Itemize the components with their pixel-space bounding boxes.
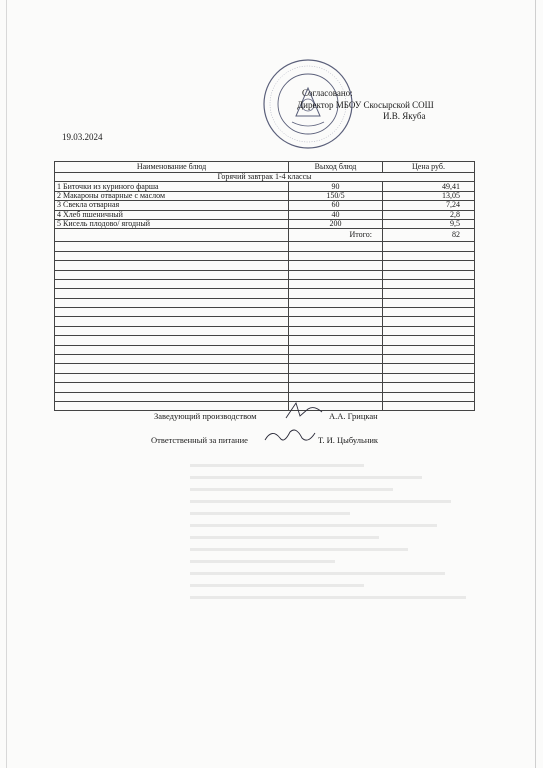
empty-row xyxy=(55,345,475,354)
food-manager-name: Т. И. Цыбульник xyxy=(318,435,379,445)
dish-name: 1 Биточки из куриного фарша xyxy=(55,182,289,191)
empty-row xyxy=(55,364,475,373)
dish-name: 4 Хлеб пшеничный xyxy=(55,210,289,219)
dish-yield: 90 xyxy=(289,182,383,191)
approval-title: Согласовано: xyxy=(302,88,353,98)
total-empty-cell xyxy=(55,229,289,242)
empty-row xyxy=(55,279,475,288)
empty-row xyxy=(55,289,475,298)
section-title: Горячий завтрак 1-4 классы xyxy=(55,173,475,182)
dish-price: 49,41 xyxy=(383,182,475,191)
dish-price: 7,24 xyxy=(383,201,475,210)
dish-name: 3 Свекла отварная xyxy=(55,201,289,210)
bleed-through-text xyxy=(190,455,480,715)
empty-row xyxy=(55,336,475,345)
food-manager-role: Ответственный за питание xyxy=(151,435,248,445)
empty-row xyxy=(55,298,475,307)
table-row xyxy=(55,210,475,219)
menu-date: 19.03.2024 xyxy=(62,132,103,142)
dish-yield: 40 xyxy=(289,210,383,219)
section-row xyxy=(55,173,475,182)
header-dish-name: Наименование блюд xyxy=(55,162,289,173)
dish-name: 2 Макароны отварные с маслом xyxy=(55,191,289,200)
empty-row xyxy=(55,392,475,401)
empty-row xyxy=(55,261,475,270)
production-manager-signature xyxy=(282,400,328,422)
total-row xyxy=(55,229,475,242)
header-price: Цена руб. xyxy=(383,162,475,173)
empty-row xyxy=(55,242,475,251)
total-value: 82 xyxy=(383,229,475,242)
scan-edge-left xyxy=(6,0,7,768)
table-row xyxy=(55,191,475,200)
production-manager-name: А.А. Грицкан xyxy=(329,411,378,421)
empty-row xyxy=(55,308,475,317)
scan-edge-right xyxy=(535,0,536,768)
dish-price: 13,05 xyxy=(383,191,475,200)
menu-table xyxy=(54,161,475,411)
table-row xyxy=(55,219,475,228)
approval-block xyxy=(297,88,434,123)
total-label: Итого: xyxy=(289,229,383,242)
table-row xyxy=(55,201,475,210)
table-header-row xyxy=(55,162,475,173)
dish-yield: 150/5 xyxy=(289,191,383,200)
approval-signatory: И.В. Якуба xyxy=(383,111,426,121)
dish-price: 2,8 xyxy=(383,210,475,219)
empty-row xyxy=(55,355,475,364)
approval-position: Директор МБОУ Скосырской СОШ xyxy=(297,99,434,110)
empty-row xyxy=(55,251,475,260)
empty-row xyxy=(55,401,475,410)
food-manager-signature xyxy=(262,424,318,446)
empty-row xyxy=(55,373,475,382)
empty-row xyxy=(55,270,475,279)
dish-price: 9,5 xyxy=(383,219,475,228)
empty-row xyxy=(55,317,475,326)
production-manager-role: Заведующий производством xyxy=(154,411,257,421)
dish-name: 5 Кисель плодово/ ягодный xyxy=(55,219,289,228)
empty-row xyxy=(55,383,475,392)
dish-yield: 200 xyxy=(289,219,383,228)
dish-yield: 60 xyxy=(289,201,383,210)
header-yield: Выход блюд xyxy=(289,162,383,173)
table-row xyxy=(55,182,475,191)
empty-row xyxy=(55,326,475,335)
